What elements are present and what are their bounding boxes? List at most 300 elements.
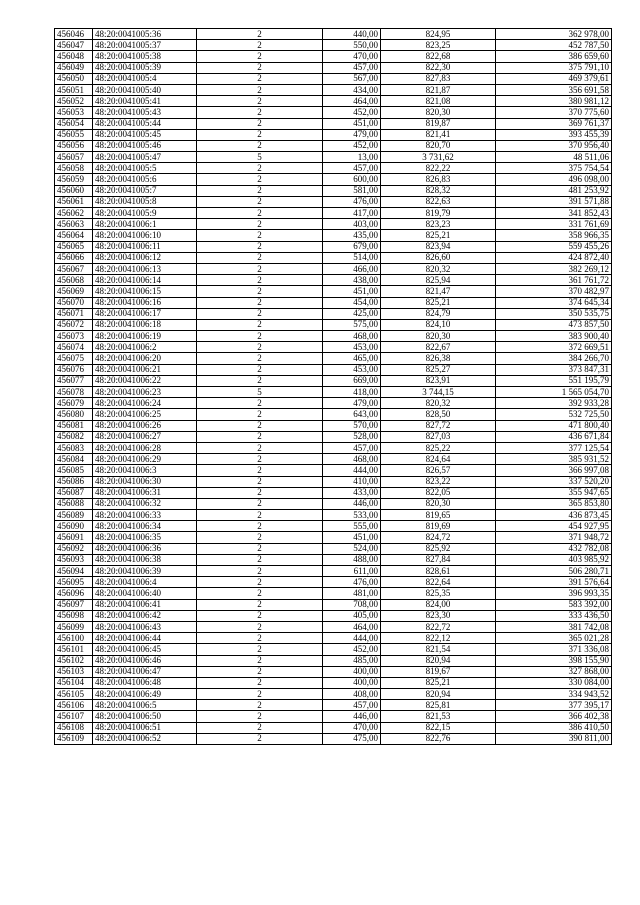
specific-value-cell: 820,32 [381,398,496,409]
category-cell: 2 [197,252,323,263]
category-cell: 2 [197,577,323,588]
table-row [55,342,612,353]
table-row [55,588,612,599]
cadastral-value-cell: 385 931,52 [496,454,612,465]
table-row [55,711,612,722]
cadastral-value-cell: 370 775,60 [496,107,612,118]
area-cell: 410,00 [323,476,381,487]
cadastral-value-cell: 436 873,45 [496,510,612,521]
cadastral-number-cell: 48:20:0041005:46 [93,140,197,151]
cadastral-value-cell: 356 691,58 [496,84,612,95]
area-cell: 479,00 [323,398,381,409]
area-cell: 457,00 [323,700,381,711]
row-number-cell: 456061 [55,196,93,207]
cadastral-value-cell: 559 455,26 [496,241,612,252]
area-cell: 481,00 [323,588,381,599]
cadastral-value-cell: 1 565 054,70 [496,387,612,398]
category-cell: 2 [197,73,323,84]
cadastral-number-cell: 48:20:0041006:46 [93,655,197,666]
table-row [55,610,612,621]
category-cell: 2 [197,733,323,744]
row-number-cell: 456070 [55,297,93,308]
cadastral-number-cell: 48:20:0041006:20 [93,353,197,364]
cadastral-value-cell: 386 659,60 [496,51,612,62]
table-row [55,96,612,107]
table-row [55,241,612,252]
specific-value-cell: 828,50 [381,409,496,420]
table-row [55,442,612,453]
table-row [55,722,612,733]
cadastral-value-cell: 382 269,12 [496,263,612,274]
category-cell: 2 [197,644,323,655]
table-row [55,577,612,588]
cadastral-value-cell: 372 669,51 [496,342,612,353]
category-cell: 2 [197,241,323,252]
category-cell: 2 [197,621,323,632]
table-row [55,308,612,319]
table-row [55,510,612,521]
cadastral-value-cell: 370 482,97 [496,286,612,297]
row-number-cell: 456060 [55,185,93,196]
area-cell: 611,00 [323,566,381,577]
category-cell: 2 [197,454,323,465]
category-cell: 2 [197,51,323,62]
cadastral-value-cell: 377 125,54 [496,442,612,453]
cadastral-number-cell: 48:20:0041005:38 [93,51,197,62]
specific-value-cell: 827,03 [381,431,496,442]
category-cell: 2 [197,700,323,711]
row-number-cell: 456087 [55,487,93,498]
table-row [55,140,612,151]
cadastral-number-cell: 48:20:0041006:43 [93,621,197,632]
row-number-cell: 456046 [55,29,93,40]
category-cell: 2 [197,543,323,554]
table-row [55,498,612,509]
area-cell: 479,00 [323,129,381,140]
row-number-cell: 456074 [55,342,93,353]
cadastral-number-cell: 48:20:0041006:10 [93,230,197,241]
specific-value-cell: 822,67 [381,342,496,353]
row-number-cell: 456063 [55,219,93,230]
category-cell: 2 [197,711,323,722]
specific-value-cell: 827,83 [381,73,496,84]
category-cell: 2 [197,554,323,565]
specific-value-cell: 825,92 [381,543,496,554]
cadastral-number-cell: 48:20:0041006:15 [93,286,197,297]
area-cell: 643,00 [323,409,381,420]
row-number-cell: 456095 [55,577,93,588]
table-row [55,252,612,263]
category-cell: 2 [197,722,323,733]
row-number-cell: 456093 [55,554,93,565]
specific-value-cell: 824,95 [381,29,496,40]
table-row [55,476,612,487]
specific-value-cell: 819,65 [381,510,496,521]
cadastral-value-cell: 362 978,00 [496,29,612,40]
category-cell: 2 [197,431,323,442]
category-cell: 2 [197,263,323,274]
category-cell: 2 [197,465,323,476]
area-cell: 457,00 [323,62,381,73]
row-number-cell: 456059 [55,174,93,185]
specific-value-cell: 825,81 [381,700,496,711]
table-row [55,129,612,140]
table-row [55,219,612,230]
table-row [55,532,612,543]
specific-value-cell: 823,91 [381,375,496,386]
category-cell: 2 [197,275,323,286]
row-number-cell: 456104 [55,677,93,688]
cadastral-value-cell: 384 266,70 [496,353,612,364]
cadastral-value-table [54,28,612,745]
row-number-cell: 456069 [55,286,93,297]
area-cell: 418,00 [323,387,381,398]
cadastral-number-cell: 48:20:0041006:2 [93,342,197,353]
cadastral-number-cell: 48:20:0041006:44 [93,633,197,644]
specific-value-cell: 824,79 [381,308,496,319]
area-cell: 400,00 [323,677,381,688]
row-number-cell: 456084 [55,454,93,465]
area-cell: 476,00 [323,577,381,588]
cadastral-number-cell: 48:20:0041006:24 [93,398,197,409]
area-cell: 452,00 [323,107,381,118]
cadastral-value-cell: 381 742,08 [496,621,612,632]
category-cell: 2 [197,62,323,73]
category-cell: 2 [197,219,323,230]
row-number-cell: 456047 [55,40,93,51]
table-row [55,29,612,40]
table-row [55,353,612,364]
specific-value-cell: 828,32 [381,185,496,196]
category-cell: 2 [197,129,323,140]
specific-value-cell: 827,84 [381,554,496,565]
specific-value-cell: 825,22 [381,442,496,453]
table-row [55,554,612,565]
cadastral-value-cell: 337 520,20 [496,476,612,487]
area-cell: 464,00 [323,96,381,107]
area-cell: 446,00 [323,711,381,722]
table-row [55,655,612,666]
table-row [55,196,612,207]
category-cell: 2 [197,331,323,342]
row-number-cell: 456076 [55,364,93,375]
specific-value-cell: 823,25 [381,40,496,51]
cadastral-value-cell: 341 852,43 [496,208,612,219]
row-number-cell: 456080 [55,409,93,420]
specific-value-cell: 822,22 [381,163,496,174]
table-row [55,543,612,554]
specific-value-cell: 820,94 [381,655,496,666]
table-row [55,454,612,465]
area-cell: 514,00 [323,252,381,263]
category-cell: 2 [197,185,323,196]
specific-value-cell: 822,76 [381,733,496,744]
table-row [55,420,612,431]
specific-value-cell: 820,32 [381,263,496,274]
cadastral-number-cell: 48:20:0041006:11 [93,241,197,252]
row-number-cell: 456067 [55,263,93,274]
area-cell: 403,00 [323,219,381,230]
table-row [55,331,612,342]
category-cell: 2 [197,588,323,599]
cadastral-value-cell: 496 098,00 [496,174,612,185]
row-number-cell: 456066 [55,252,93,263]
cadastral-value-cell: 366 997,08 [496,465,612,476]
area-cell: 454,00 [323,297,381,308]
specific-value-cell: 825,21 [381,230,496,241]
specific-value-cell: 823,94 [381,241,496,252]
cadastral-value-cell: 373 847,31 [496,364,612,375]
specific-value-cell: 822,30 [381,62,496,73]
cadastral-number-cell: 48:20:0041005:4 [93,73,197,84]
specific-value-cell: 820,30 [381,331,496,342]
table-row [55,208,612,219]
cadastral-value-cell: 390 811,00 [496,733,612,744]
category-cell: 2 [197,398,323,409]
cadastral-value-cell: 403 985,92 [496,554,612,565]
table-row [55,689,612,700]
area-cell: 452,00 [323,140,381,151]
cadastral-number-cell: 48:20:0041005:45 [93,129,197,140]
cadastral-value-cell: 331 761,69 [496,219,612,230]
cadastral-number-cell: 48:20:0041006:21 [93,364,197,375]
cadastral-value-cell: 396 993,35 [496,588,612,599]
cadastral-number-cell: 48:20:0041006:27 [93,431,197,442]
specific-value-cell: 825,35 [381,588,496,599]
category-cell: 2 [197,498,323,509]
table-row [55,487,612,498]
cadastral-number-cell: 48:20:0041005:43 [93,107,197,118]
cadastral-value-cell: 506 280,71 [496,566,612,577]
area-cell: 433,00 [323,487,381,498]
category-cell: 2 [197,655,323,666]
cadastral-number-cell: 48:20:0041006:29 [93,454,197,465]
specific-value-cell: 826,57 [381,465,496,476]
row-number-cell: 456094 [55,566,93,577]
area-cell: 488,00 [323,554,381,565]
specific-value-cell: 820,94 [381,689,496,700]
row-number-cell: 456091 [55,532,93,543]
cadastral-number-cell: 48:20:0041006:3 [93,465,197,476]
category-cell: 2 [197,40,323,51]
area-cell: 470,00 [323,722,381,733]
table-row [55,73,612,84]
category-cell: 5 [197,387,323,398]
row-number-cell: 456082 [55,431,93,442]
category-cell: 2 [197,599,323,610]
cadastral-number-cell: 48:20:0041006:12 [93,252,197,263]
category-cell: 2 [197,510,323,521]
cadastral-number-cell: 48:20:0041006:41 [93,599,197,610]
area-cell: 485,00 [323,655,381,666]
cadastral-value-cell: 374 645,34 [496,297,612,308]
cadastral-value-cell: 532 725,50 [496,409,612,420]
cadastral-value-cell: 377 395,17 [496,700,612,711]
table-row [55,84,612,95]
category-cell: 2 [197,308,323,319]
specific-value-cell: 821,47 [381,286,496,297]
specific-value-cell: 819,79 [381,208,496,219]
cadastral-number-cell: 48:20:0041006:16 [93,297,197,308]
category-cell: 2 [197,364,323,375]
cadastral-number-cell: 48:20:0041005:6 [93,174,197,185]
cadastral-number-cell: 48:20:0041006:33 [93,510,197,521]
area-cell: 408,00 [323,689,381,700]
category-cell: 2 [197,521,323,532]
table-row [55,286,612,297]
cadastral-value-cell: 481 253,92 [496,185,612,196]
cadastral-number-cell: 48:20:0041005:9 [93,208,197,219]
area-cell: 476,00 [323,196,381,207]
category-cell: 2 [197,487,323,498]
row-number-cell: 456050 [55,73,93,84]
cadastral-value-cell: 365 021,28 [496,633,612,644]
row-number-cell: 456100 [55,633,93,644]
area-cell: 453,00 [323,342,381,353]
cadastral-number-cell: 48:20:0041006:32 [93,498,197,509]
row-number-cell: 456079 [55,398,93,409]
category-cell: 2 [197,409,323,420]
row-number-cell: 456057 [55,152,93,163]
specific-value-cell: 826,38 [381,353,496,364]
area-cell: 13,00 [323,152,381,163]
table-row [55,275,612,286]
area-cell: 417,00 [323,208,381,219]
cadastral-value-cell: 471 800,40 [496,420,612,431]
cadastral-number-cell: 48:20:0041006:18 [93,319,197,330]
cadastral-number-cell: 48:20:0041006:39 [93,566,197,577]
cadastral-value-cell: 424 872,40 [496,252,612,263]
specific-value-cell: 820,70 [381,140,496,151]
table-row [55,733,612,744]
category-cell: 2 [197,633,323,644]
specific-value-cell: 827,72 [381,420,496,431]
row-number-cell: 456068 [55,275,93,286]
cadastral-value-cell: 375 754,54 [496,163,612,174]
cadastral-number-cell: 48:20:0041006:34 [93,521,197,532]
cadastral-number-cell: 48:20:0041006:1 [93,219,197,230]
area-cell: 444,00 [323,465,381,476]
row-number-cell: 456106 [55,700,93,711]
specific-value-cell: 821,53 [381,711,496,722]
specific-value-cell: 823,30 [381,610,496,621]
category-cell: 5 [197,152,323,163]
row-number-cell: 456053 [55,107,93,118]
cadastral-value-cell: 454 927,95 [496,521,612,532]
area-cell: 451,00 [323,532,381,543]
row-number-cell: 456097 [55,599,93,610]
row-number-cell: 456092 [55,543,93,554]
cadastral-number-cell: 48:20:0041006:31 [93,487,197,498]
area-cell: 453,00 [323,364,381,375]
specific-value-cell: 824,64 [381,454,496,465]
cadastral-value-cell: 358 966,35 [496,230,612,241]
cadastral-value-cell: 469 379,61 [496,73,612,84]
category-cell: 2 [197,342,323,353]
category-cell: 2 [197,375,323,386]
specific-value-cell: 822,68 [381,51,496,62]
area-cell: 468,00 [323,454,381,465]
area-cell: 405,00 [323,610,381,621]
area-cell: 669,00 [323,375,381,386]
area-cell: 567,00 [323,73,381,84]
cadastral-value-cell: 369 761,37 [496,118,612,129]
cadastral-number-cell: 48:20:0041006:45 [93,644,197,655]
category-cell: 2 [197,610,323,621]
area-cell: 533,00 [323,510,381,521]
category-cell: 2 [197,96,323,107]
cadastral-number-cell: 48:20:0041006:19 [93,331,197,342]
row-number-cell: 456073 [55,331,93,342]
specific-value-cell: 821,54 [381,644,496,655]
cadastral-number-cell: 48:20:0041005:5 [93,163,197,174]
table-row [55,163,612,174]
area-cell: 400,00 [323,666,381,677]
category-cell: 2 [197,196,323,207]
table-row [55,621,612,632]
cadastral-value-cell: 361 761,72 [496,275,612,286]
specific-value-cell: 819,87 [381,118,496,129]
row-number-cell: 456083 [55,442,93,453]
row-number-cell: 456090 [55,521,93,532]
table-row [55,409,612,420]
area-cell: 444,00 [323,633,381,644]
category-cell: 2 [197,208,323,219]
category-cell: 2 [197,107,323,118]
area-cell: 466,00 [323,263,381,274]
cadastral-value-cell: 452 787,50 [496,40,612,51]
row-number-cell: 456054 [55,118,93,129]
area-cell: 438,00 [323,275,381,286]
table-row [55,644,612,655]
cadastral-number-cell: 48:20:0041006:51 [93,722,197,733]
category-cell: 2 [197,689,323,700]
table-row [55,387,612,398]
row-number-cell: 456049 [55,62,93,73]
table-row [55,297,612,308]
cadastral-value-cell: 375 791,10 [496,62,612,73]
cadastral-number-cell: 48:20:0041005:40 [93,84,197,95]
specific-value-cell: 3 744,15 [381,387,496,398]
table-row [55,364,612,375]
table-row [55,666,612,677]
table-row [55,398,612,409]
area-cell: 468,00 [323,331,381,342]
cadastral-number-cell: 48:20:0041006:47 [93,666,197,677]
row-number-cell: 456048 [55,51,93,62]
row-number-cell: 456107 [55,711,93,722]
cadastral-value-cell: 551 195,79 [496,375,612,386]
category-cell: 2 [197,677,323,688]
cadastral-value-cell: 380 981,12 [496,96,612,107]
category-cell: 2 [197,476,323,487]
category-cell: 2 [197,163,323,174]
cadastral-number-cell: 48:20:0041006:4 [93,577,197,588]
row-number-cell: 456078 [55,387,93,398]
row-number-cell: 456058 [55,163,93,174]
cadastral-number-cell: 48:20:0041006:48 [93,677,197,688]
area-cell: 470,00 [323,51,381,62]
category-cell: 2 [197,353,323,364]
row-number-cell: 456065 [55,241,93,252]
area-cell: 679,00 [323,241,381,252]
area-cell: 708,00 [323,599,381,610]
table-row [55,375,612,386]
row-number-cell: 456096 [55,588,93,599]
category-cell: 2 [197,566,323,577]
cadastral-value-cell: 583 392,00 [496,599,612,610]
row-number-cell: 456085 [55,465,93,476]
